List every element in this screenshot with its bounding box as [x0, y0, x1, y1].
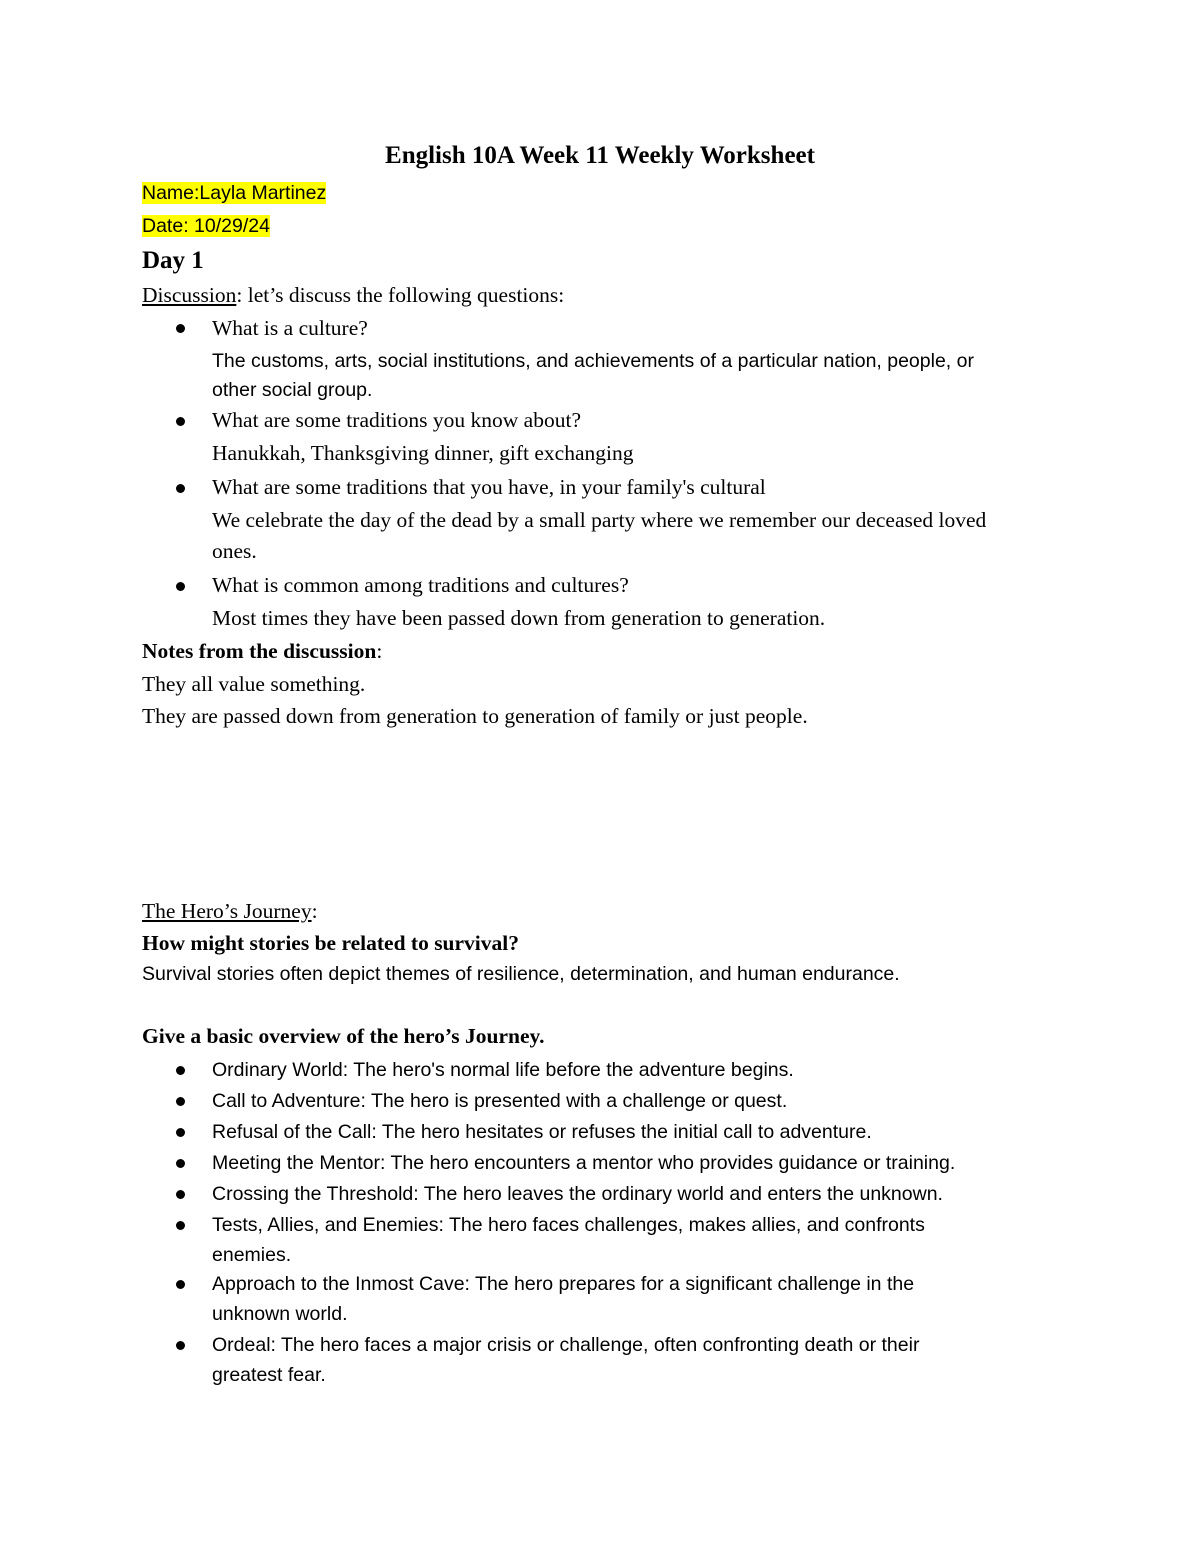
bullet-icon: [176, 582, 185, 591]
discussion-prompt: : let’s discuss the following questions:: [236, 283, 565, 307]
stage-8-line-2: greatest fear.: [212, 1364, 326, 1386]
stage-1: Ordinary World: The hero's normal life before the adventure begins.: [212, 1059, 794, 1081]
answer-2-line-1: Hanukkah, Thanksgiving dinner, gift exchanging: [212, 441, 634, 465]
stage-8-line-1: Ordeal: The hero faces a major crisis or challenge, often confronting death or their: [212, 1334, 920, 1356]
stage-2: Call to Adventure: The hero is presented with a challenge or quest.: [212, 1090, 788, 1112]
survival-answer: Survival stories often depict themes of resilience, determination, and human endurance.: [142, 963, 900, 985]
stage-7-line-2: unknown world.: [212, 1303, 348, 1325]
answer-3-line-1: We celebrate the day of the dead by a small party where we remember our deceased loved: [212, 508, 987, 532]
bullet-icon: [176, 1066, 185, 1075]
bullet-icon: [176, 1341, 185, 1350]
answer-1-line-1: The customs, arts, social institutions, and achievements of a particular nation, people, or: [212, 350, 974, 372]
heros-journey-heading: [142, 896, 318, 926]
question-2: What are some traditions you know about?: [212, 408, 581, 432]
stage-6-line-1: Tests, Allies, and Enemies: The hero faces challenges, makes allies, and confronts: [212, 1214, 925, 1236]
heros-journey-colon: :: [311, 899, 318, 923]
survival-question: How might stories be related to survival?: [142, 931, 520, 955]
discussion-label: Discussion: [142, 283, 237, 307]
discussion-line: [142, 280, 564, 310]
heros-journey-label: The Hero’s Journey: [142, 899, 312, 923]
bullet-icon: [176, 417, 185, 426]
stage-6-line-2: enemies.: [212, 1244, 292, 1266]
stage-5: Crossing the Threshold: The hero leaves the ordinary world and enters the unknown.: [212, 1183, 943, 1205]
overview-question: Give a basic overview of the hero’s Journey.: [142, 1024, 545, 1048]
bullet-icon: [176, 1128, 185, 1137]
document-title: English 10A Week 11 Weekly Worksheet: [385, 142, 815, 169]
date-highlight: Date: 10/29/24: [142, 215, 270, 237]
bullet-icon: [176, 1159, 185, 1168]
bullet-icon: [176, 1097, 185, 1106]
notes-colon: :: [376, 639, 383, 663]
bullet-icon: [176, 484, 185, 493]
bullet-icon: [176, 1190, 185, 1199]
bullet-icon: [176, 1221, 185, 1230]
notes-label: Notes from the discussion: [142, 639, 377, 663]
stage-7-line-1: Approach to the Inmost Cave: The hero prepares for a significant challenge in the: [212, 1273, 915, 1295]
day-heading: Day 1: [142, 247, 204, 274]
answer-1-line-2: other social group.: [212, 379, 373, 401]
notes-line-1: They all value something.: [142, 672, 366, 696]
question-1: What is a culture?: [212, 316, 368, 340]
question-3: What are some traditions that you have, in your family's cultural: [212, 475, 766, 499]
answer-4-line-1: Most times they have been passed down from generation to generation.: [212, 606, 826, 630]
name-line: [142, 178, 326, 208]
answer-3-line-2: ones.: [212, 539, 257, 563]
bullet-icon: [176, 324, 185, 333]
notes-line-2: They are passed down from generation to generation of family or just people.: [142, 704, 808, 728]
bullet-icon: [176, 1280, 185, 1289]
date-line: [142, 211, 270, 241]
question-4: What is common among traditions and cultures?: [212, 573, 629, 597]
stage-3: Refusal of the Call: The hero hesitates or refuses the initial call to adventure.: [212, 1121, 872, 1143]
notes-heading: [142, 636, 382, 666]
name-highlight: Name:Layla Martinez: [142, 182, 327, 204]
stage-4: Meeting the Mentor: The hero encounters a mentor who provides guidance or training.: [212, 1152, 956, 1174]
